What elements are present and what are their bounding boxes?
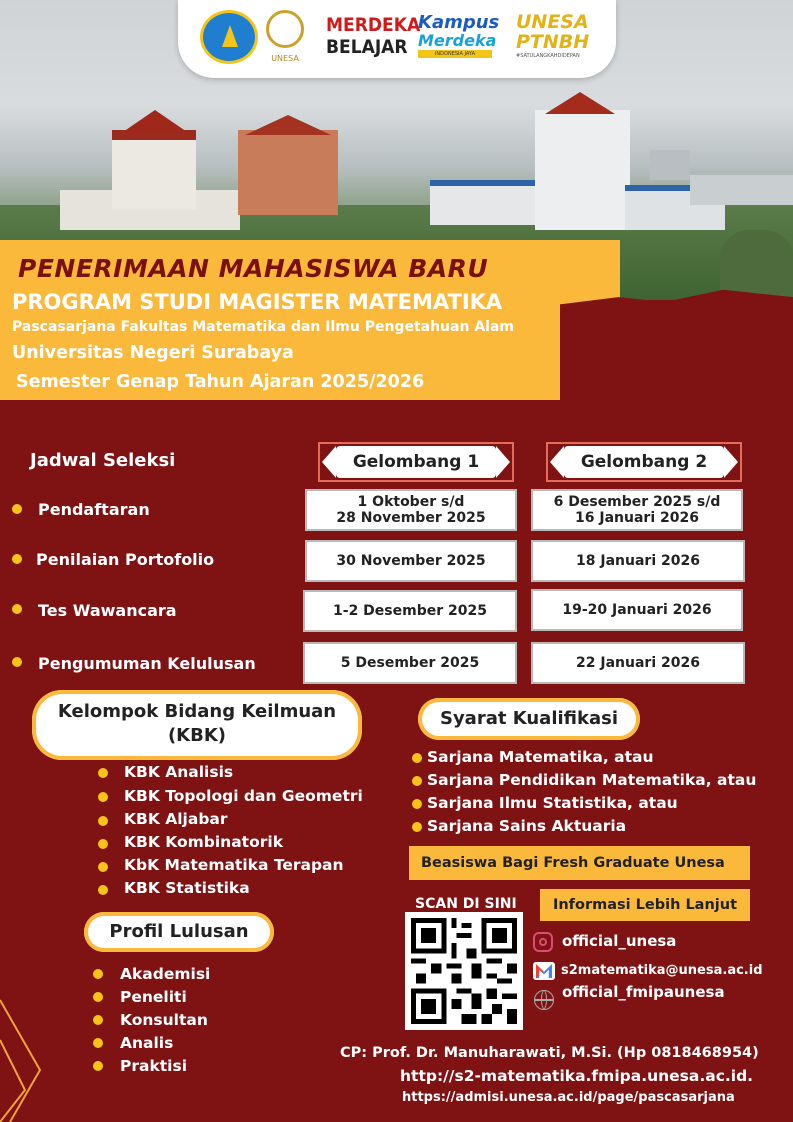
- bullet: [93, 1038, 103, 1048]
- w2-wawancara: 19-20 Januari 2026: [531, 589, 743, 631]
- w2-portofolio: 18 Januari 2026: [531, 540, 745, 582]
- syarat-item: Sarjana Ilmu Statistika, atau: [427, 794, 678, 812]
- email-address[interactable]: s2matematika@unesa.ac.id: [561, 963, 763, 978]
- profil-item: Praktisi: [120, 1057, 188, 1075]
- bullet: [12, 604, 22, 614]
- w1-pengumuman: 5 Desember 2025: [303, 642, 517, 684]
- w2-pendaftaran: 6 Desember 2025 s/d 16 Januari 2026: [531, 489, 743, 531]
- bullet: [98, 839, 108, 849]
- profil-item: Konsultan: [120, 1011, 208, 1029]
- page-title: PENERIMAAN MAHASISWA BARU: [18, 254, 489, 283]
- program-title: PROGRAM STUDI MAGISTER MATEMATIKA: [12, 290, 503, 314]
- wave2-tag: Gelombang 2: [564, 446, 724, 478]
- w1-wawancara: 1-2 Desember 2025: [303, 590, 517, 632]
- kbk-item: KBK Statistika: [124, 879, 250, 897]
- bullet: [12, 657, 22, 667]
- bullet: [412, 776, 422, 786]
- row-label-pendaftaran: Pendaftaran: [38, 500, 150, 519]
- web-handle[interactable]: official_fmipaunesa: [562, 983, 725, 1001]
- bullet: [98, 816, 108, 826]
- merdeka-belajar-logo: MERDEKA BELAJAR: [326, 14, 421, 58]
- w1-portofolio: 30 November 2025: [305, 540, 517, 582]
- scan-label: SCAN DI SINI: [415, 896, 517, 912]
- email-icon: [533, 962, 555, 980]
- instagram-icon: [533, 932, 553, 952]
- contact-person: CP: Prof. Dr. Manuharawati, M.Si. (Hp 0818468954): [340, 1045, 759, 1061]
- kampus-merdeka-logo: Kampus Merdeka INDONESIA JAYA: [418, 12, 500, 57]
- profil-heading: Profil Lulusan: [84, 912, 274, 952]
- qr-code-image: [411, 918, 517, 1024]
- bullet: [93, 1015, 103, 1025]
- faculty-title: Pascasarjana Fakultas Matematika dan Ilmu Pengetahuan Alam: [12, 319, 514, 335]
- kemdikbud-logo: [200, 10, 258, 64]
- syarat-heading: Syarat Kualifikasi: [418, 698, 640, 740]
- syarat-item: Sarjana Pendidikan Matematika, atau: [427, 771, 757, 789]
- unesa-logo: UNESA: [262, 10, 308, 72]
- university-title: Universitas Negeri Surabaya: [12, 343, 294, 363]
- bullet: [12, 554, 22, 564]
- bullet: [98, 768, 108, 778]
- row-label-pengumuman: Pengumuman Kelulusan: [38, 654, 256, 673]
- kbk-item: KBK Kombinatorik: [124, 833, 283, 851]
- qr-code[interactable]: [405, 912, 523, 1030]
- row-label-portofolio: Penilaian Portofolio: [36, 550, 215, 569]
- kbk-heading: Kelompok Bidang Keilmuan (KBK): [32, 690, 362, 760]
- bullet: [412, 822, 422, 832]
- logo-bar: [178, 0, 616, 78]
- instagram-handle[interactable]: official_unesa: [562, 932, 677, 950]
- schedule-heading: Jadwal Seleksi: [30, 450, 176, 471]
- bullet: [412, 799, 422, 809]
- syarat-item: Sarjana Matematika, atau: [427, 748, 654, 766]
- bullet: [93, 1061, 103, 1071]
- admisi-url[interactable]: https://admisi.unesa.ac.id/page/pascasarjana: [402, 1090, 735, 1105]
- bullet: [12, 504, 22, 514]
- profil-item: Peneliti: [120, 988, 187, 1006]
- globe-icon: [534, 990, 554, 1010]
- syarat-item: Sarjana Sains Aktuaria: [427, 817, 627, 835]
- title-band-maroon-base: [0, 400, 793, 430]
- info-label: Informasi Lebih Lanjut: [540, 889, 750, 921]
- bullet: [98, 885, 108, 895]
- kbk-item: KBK Analisis: [124, 763, 234, 781]
- profil-item: Akademisi: [120, 965, 211, 983]
- bullet: [93, 992, 103, 1002]
- w1-pendaftaran: 1 Oktober s/d 28 November 2025: [305, 489, 517, 531]
- profil-item: Analis: [120, 1034, 174, 1052]
- w2-pengumuman: 22 Januari 2026: [531, 642, 745, 684]
- wave1-tag: Gelombang 1: [336, 446, 496, 478]
- bullet: [93, 969, 103, 979]
- row-label-wawancara: Tes Wawancara: [38, 601, 177, 620]
- kbk-item: KbK Matematika Terapan: [124, 856, 344, 874]
- bullet: [98, 792, 108, 802]
- kbk-item: KBK Aljabar: [124, 810, 228, 828]
- unesa-ptnbh-logo: UNESA PTNBH #SATULANGKAHDIDEPAN: [516, 11, 590, 59]
- website-url[interactable]: http://s2-matematika.fmipa.unesa.ac.id.: [400, 1067, 754, 1085]
- bullet: [412, 753, 422, 763]
- decorative-lines: [0, 960, 60, 1122]
- bullet: [98, 862, 108, 872]
- kbk-item: KBK Topologi dan Geometri: [124, 787, 363, 805]
- semester-title: Semester Genap Tahun Ajaran 2025/2026: [16, 372, 425, 392]
- beasiswa-banner: Beasiswa Bagi Fresh Graduate Unesa: [409, 846, 750, 880]
